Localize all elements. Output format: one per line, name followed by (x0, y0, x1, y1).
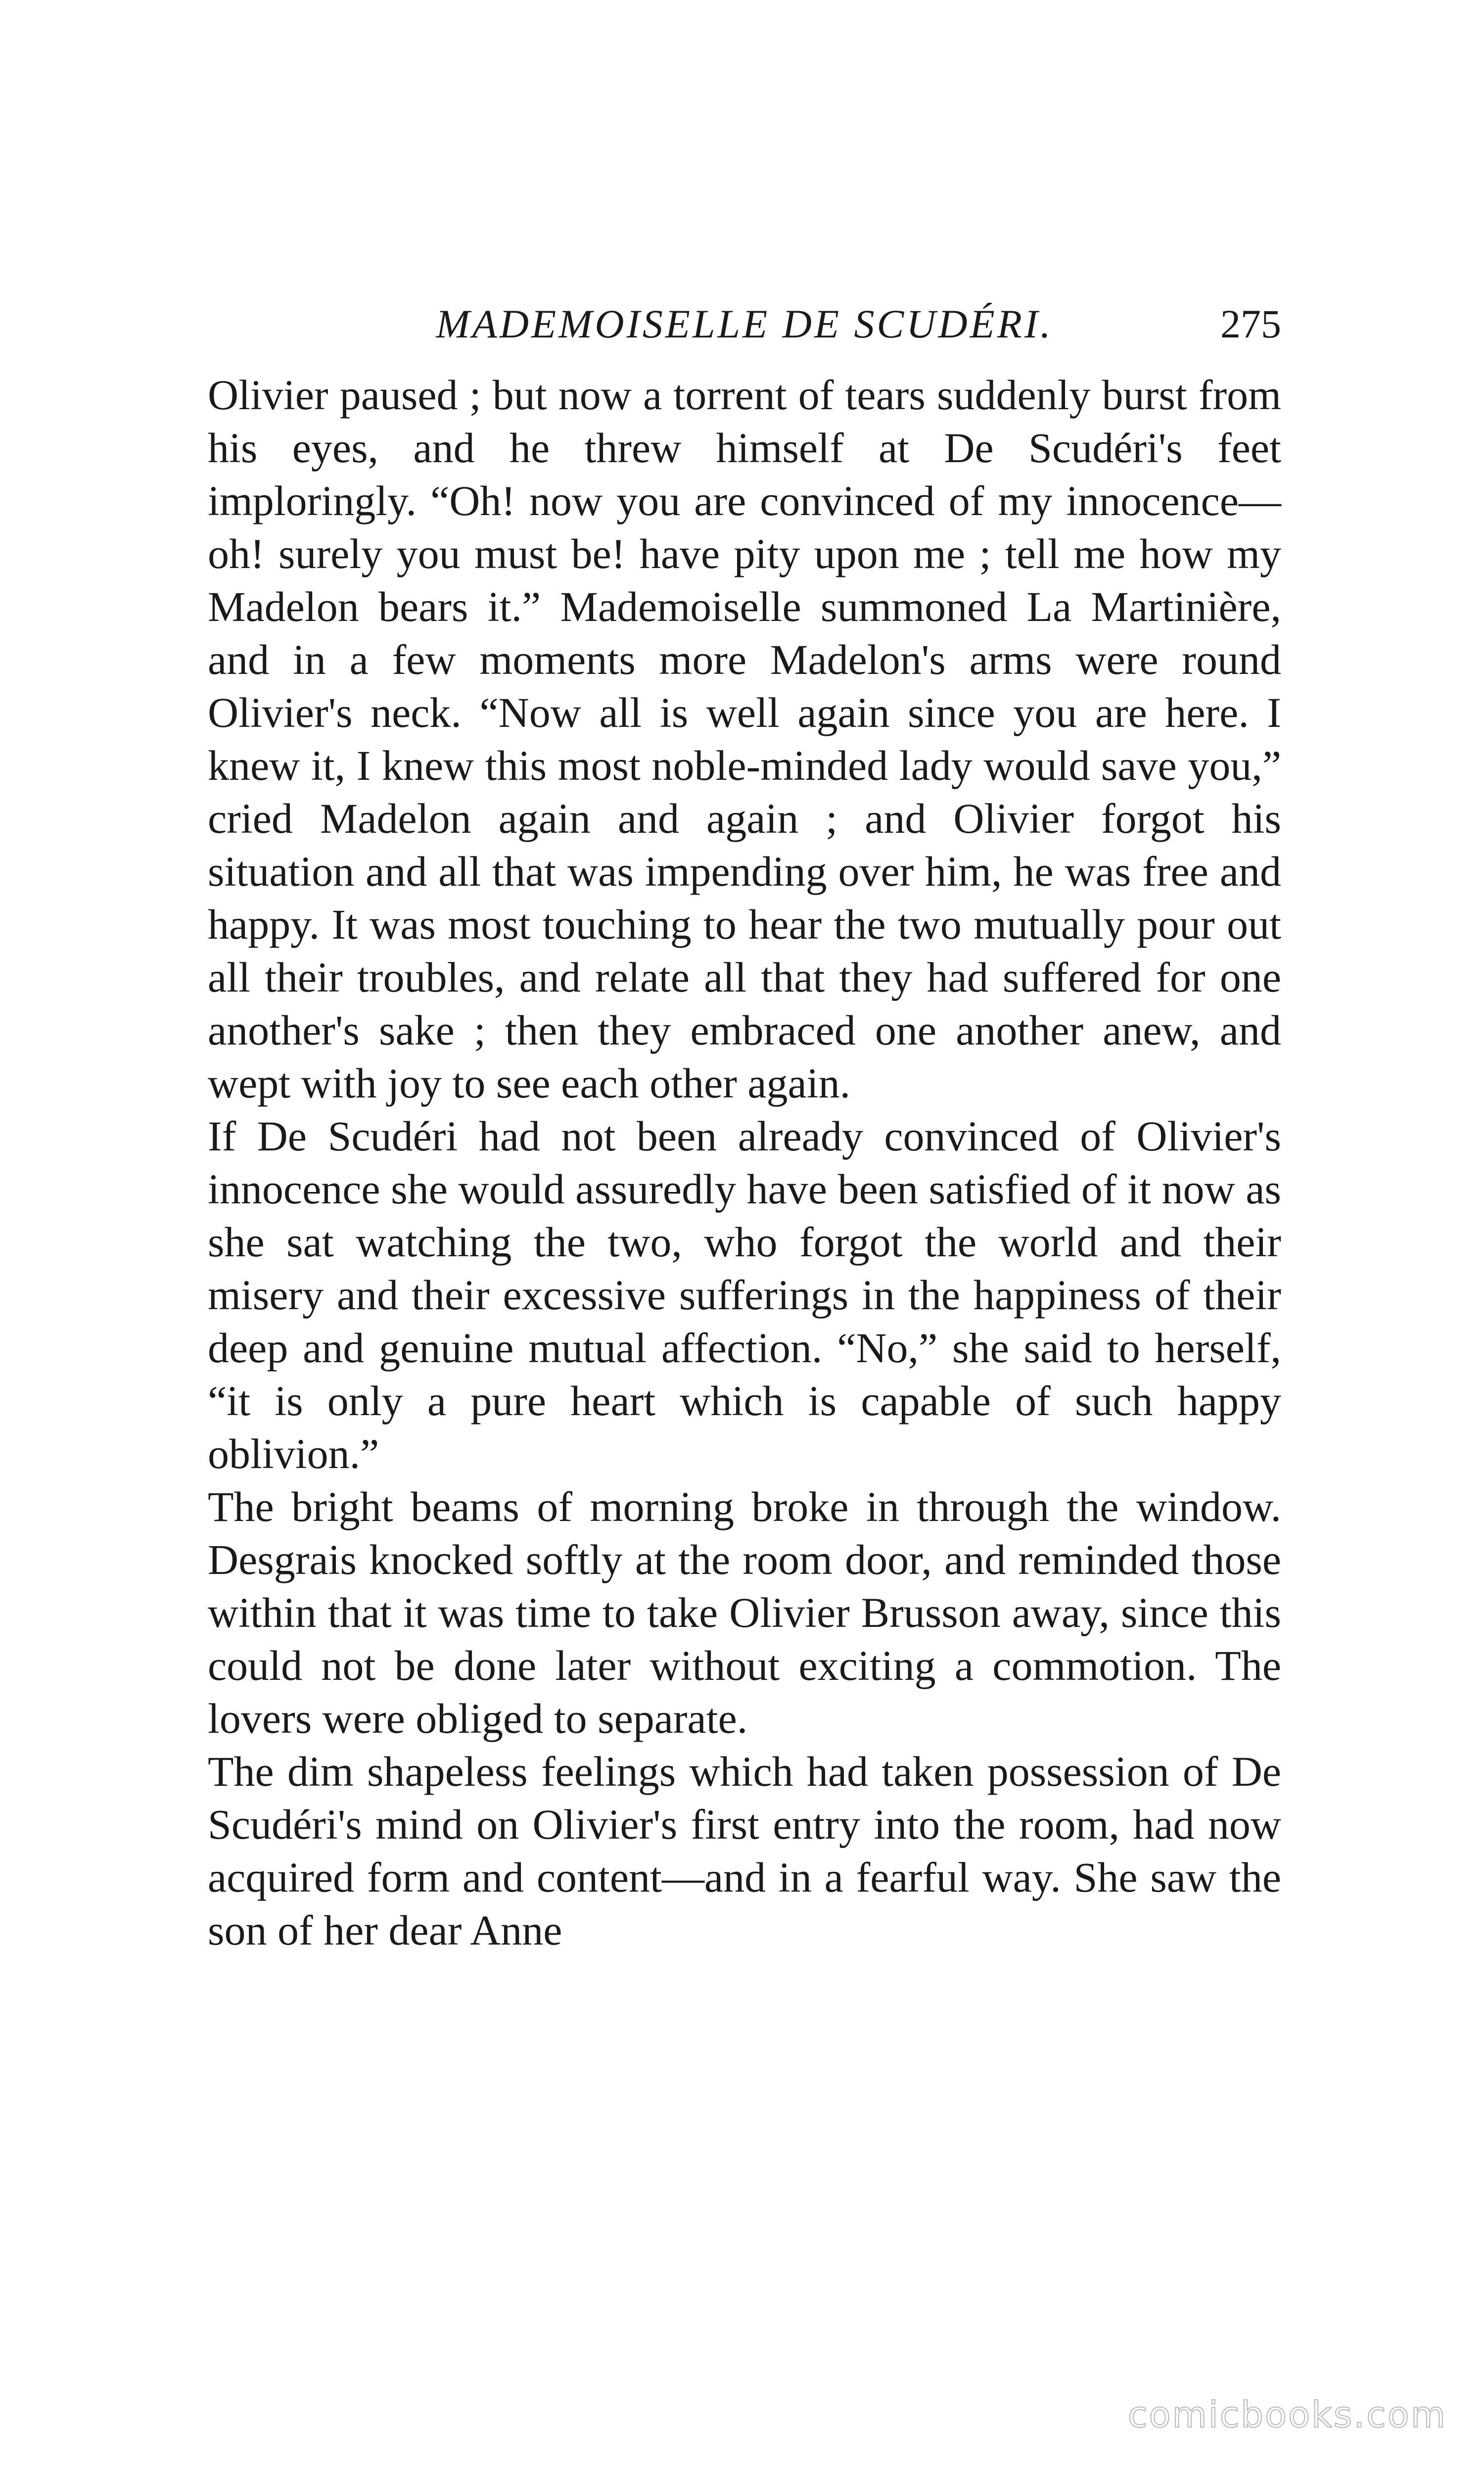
running-title: MADEMOISELLE DE SCUDÉRI. (436, 301, 1053, 346)
page-number: 275 (1220, 301, 1281, 346)
body-text (208, 369, 1281, 1957)
running-head (208, 297, 1281, 351)
paragraph-4: The dim shapeless feelings which had taken possession of De Scudéri's mind on Olivier's first entry into the room, had now acquired form and content—and in a fearful way. She saw the son of her dear Anne (208, 1748, 1281, 1954)
paragraph-2: If De Scudéri had not been already convinced of Olivier's innocence she would assuredly have been satisfied of it now as she sat watching the two, who forgot the world and their misery and their excessive sufferings in the happiness of their deep and genuine mutual affection. “No,” she said to herself, “it is only a pure heart which is capable of such happy oblivion.” (208, 1112, 1281, 1477)
paragraph-3: The bright beams of morning broke in through the window. Desgrais knocked softly at the room door, and reminded those within that it was time to take Olivier Brusson away, since this could not be done later without exciting a commotion. The lovers were obliged to separate. (208, 1483, 1281, 1742)
paragraph-1: Olivier paused ; but now a torrent of tears suddenly burst from his eyes, and he threw himself at De Scudéri's feet imploringly. “Oh! now you are convinced of my innocence—oh! surely you must be! have pity upon me ; tell me how my Madelon bears it.” Mademoiselle summoned La Martinière, and in a few moments more Madelon's arms were round Olivier's neck. “Now all is well again since you are here. I knew it, I knew this most noble-minded lady would save you,” cried Madelon again and again ; and Olivier forgot his situation and all that was impending over him, he was free and happy. It was most touching to hear the two mutually pour out all their troubles, and relate all that they had suffered for one another's sake ; then they embraced one another anew, and wept with joy to see each other again. (208, 371, 1281, 1107)
watermark: comicbooks.com (1127, 2394, 1447, 2435)
